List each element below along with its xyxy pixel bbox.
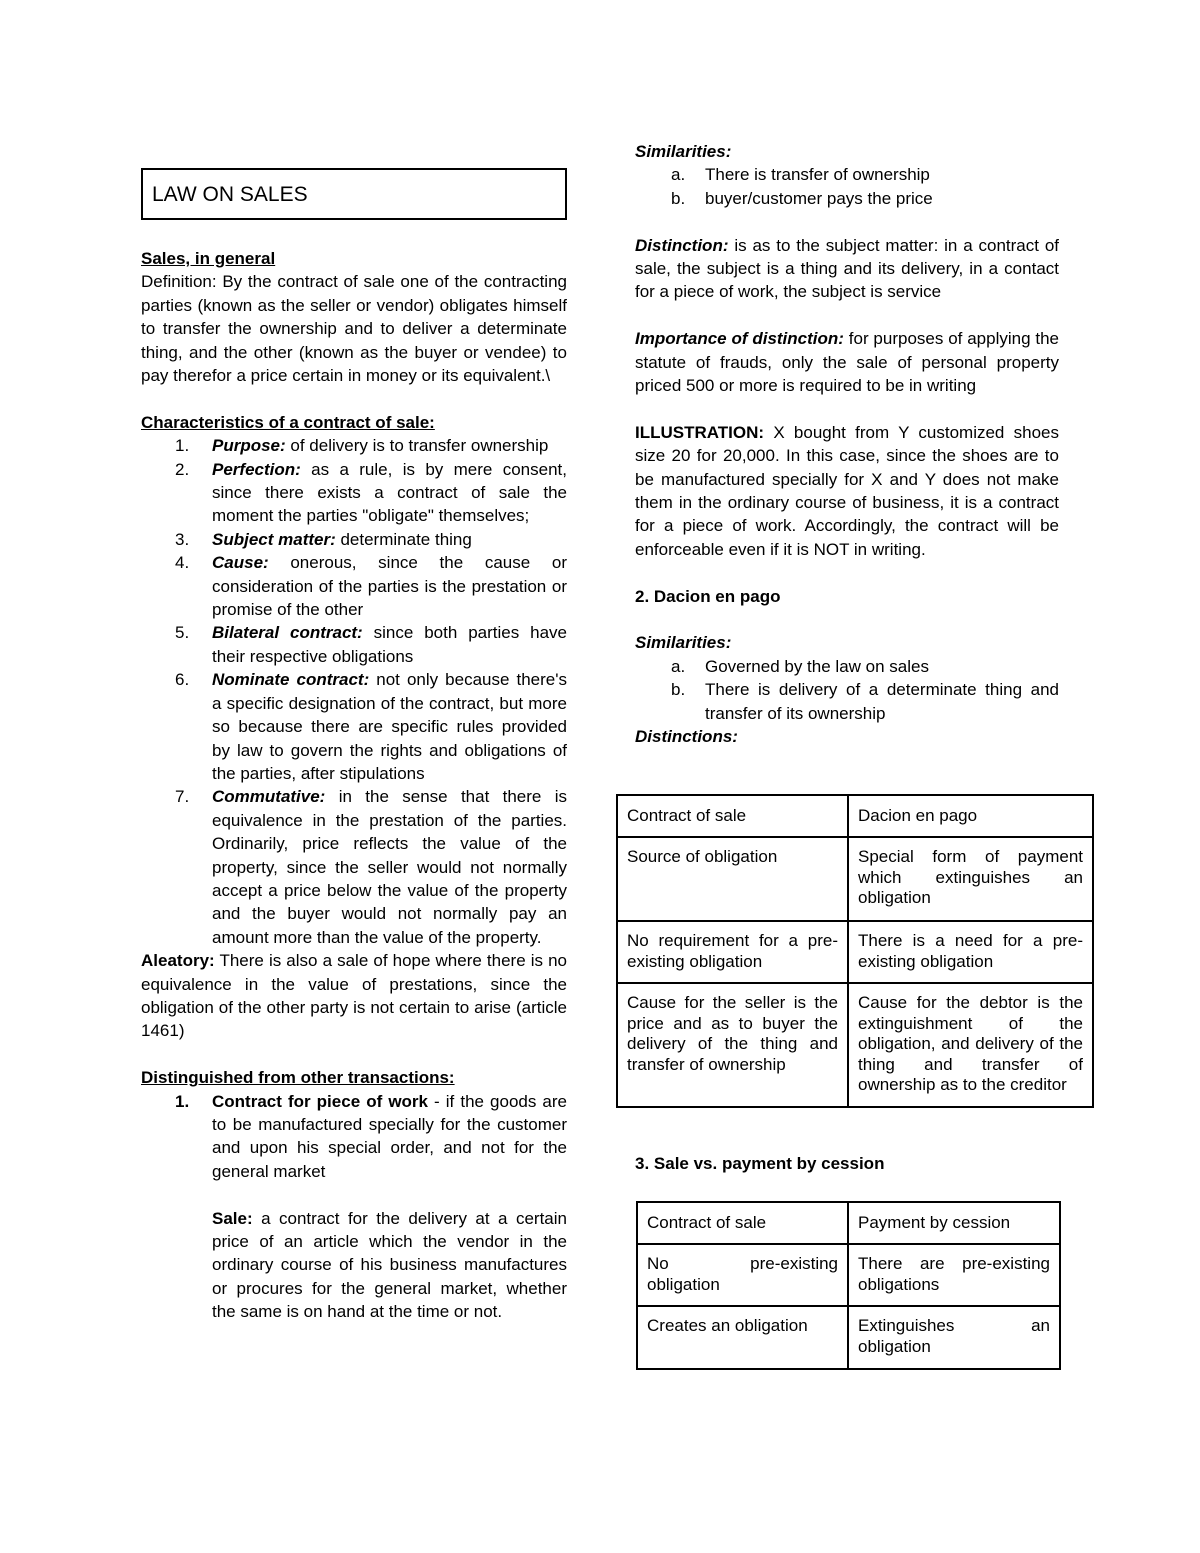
cession-heading: 3. Sale vs. payment by cession — [635, 1154, 885, 1173]
table-cell: Dacion en pago — [848, 795, 1093, 837]
list-item: b. buyer/customer pays the price — [671, 188, 933, 208]
table-cell: There are pre-existing obligations — [848, 1244, 1060, 1306]
table-cell: Extinguishes an obligation — [848, 1306, 1060, 1369]
table-cell: There is a need for a pre-existing obligation — [848, 921, 1093, 983]
table-cell: Payment by cession — [848, 1202, 1060, 1244]
cession-comparison-table — [636, 1201, 1061, 1370]
table-cell: Cause for the debtor is the extinguishment of the obligation, and delivery of the thing and transfer of ownership as to the creditor — [848, 983, 1093, 1107]
list-item: 1. Purpose: of delivery is to transfer ownership — [175, 436, 549, 456]
list-item: 1. Contract for piece of work - if the goods are to be manufactured specially for the customer and upon his special order, and not for the general market Sale: a contract for the delivery at a certain price of an article which the vendor in the ordinary course of his business manufactures or procures for the general market, whether the same is on hand at the time or not. — [141, 1090, 567, 1324]
list-item: a. Governed by the law on sales — [671, 656, 929, 676]
distinctions-heading: Distinctions: — [635, 727, 738, 747]
distinguished-list — [141, 1090, 567, 1324]
list-item: 4. Cause: onerous, since the cause or consideration of the parties is the prestation or promise of the other — [175, 553, 567, 620]
list-item: b. There is delivery of a determinate thing and transfer of its ownership — [671, 680, 1059, 723]
table-cell: No requirement for a pre-existing obligation — [617, 921, 848, 983]
similarities-list — [635, 163, 1059, 210]
illustration-paragraph: ILLUSTRATION: X bought from Y customized shoes size 20 for 20,000. In this case, since the shoes are to be manufactured specially for X and Y does not make them in the ordinary course of business, it is a contract for a piece of work. Accordingly, the contract will be enforceable even if it is NOT in writing. — [635, 422, 1059, 559]
characteristics-heading: Characteristics of a contract of sale: — [141, 412, 435, 432]
table-row — [637, 1202, 1060, 1244]
similarities-heading: Similarities: — [635, 142, 732, 161]
distinction-paragraph: Distinction: is as to the subject matter: in a contract of sale, the subject is a thing and its delivery, in a contact for a piece of work, the subject is service — [635, 235, 1059, 302]
list-item: a. There is transfer of ownership — [671, 165, 930, 185]
aleatory-paragraph: Aleatory: There is also a sale of hope where there is no equivalence in the value of prestations, since the obligation of the other party is not certain to arise (article 1461) — [141, 951, 567, 1041]
definition-paragraph: Definition: By the contract of sale one of the contracting parties (known as the seller or vendor) obligates himself to transfer the ownership and to deliver a determinate thing, and the other (known as the buyer or vendee) to pay therefor a price certain in money or its equivalent.\ — [141, 272, 567, 386]
table-cell: Special form of payment which extinguishes an obligation — [848, 837, 1093, 921]
title-box — [141, 168, 567, 220]
table-row — [637, 1244, 1060, 1306]
importance-paragraph: Importance of distinction: for purposes of applying the statute of frauds, only the sale of personal property priced 500 or more is required to be in writing — [635, 329, 1059, 396]
list-item: 2. Perfection: as a rule, is by mere consent, since there exists a contract of sale the moment the parties "obligate" themselves; — [175, 459, 567, 526]
page-title: LAW ON SALES — [152, 183, 308, 206]
list-item: 3. Subject matter: determinate thing — [175, 529, 472, 549]
table-cell: Cause for the seller is the price and as to buyer the delivery of the thing and transfer of ownership — [617, 983, 848, 1107]
table-row — [617, 921, 1093, 983]
sale-paragraph: Sale: a contract for the delivery at a certain price of an article which the vendor in the ordinary course of his business manufactures or procures for the general market, whether the same is on hand at the time or not. — [212, 1208, 567, 1322]
dacion-heading: 2. Dacion en pago — [635, 586, 781, 606]
left-column — [141, 247, 567, 1324]
list-item: 6. Nominate contract: not only because there's a specific designation of the contract, but more so because there are specific rules provided by law to govern the rights and obligations of the parties, after stipulations — [175, 670, 567, 783]
table-row — [617, 795, 1093, 837]
table-row — [637, 1306, 1060, 1369]
table-cell: Creates an obligation — [637, 1306, 848, 1369]
right-column — [635, 140, 1059, 748]
similarities-list — [635, 655, 1059, 725]
sales-heading: Sales, in general — [141, 249, 276, 268]
table-cell: Contract of sale — [617, 795, 848, 837]
table-cell: Source of obligation — [617, 837, 848, 921]
list-item: 7. Commutative: in the sense that there is equivalence in the prestation of the parties. Ordinarily, price reflects the value of the property, since the seller would not normally accept a price below the value of the property and the buyer would not normally pay an amount more than the value of the property. — [175, 787, 567, 947]
table-row — [617, 837, 1093, 921]
distinguished-heading: Distinguished from other transactions: — [141, 1068, 455, 1088]
list-item: 5. Bilateral contract: since both parties have their respective obligations — [175, 623, 568, 666]
table-cell: No pre-existing obligation — [637, 1244, 848, 1306]
table-row — [617, 983, 1093, 1107]
dacion-comparison-table — [616, 794, 1094, 1108]
table-cell: Contract of sale — [637, 1202, 848, 1244]
characteristics-list — [141, 434, 567, 949]
similarities-heading: Similarities: — [635, 633, 732, 653]
